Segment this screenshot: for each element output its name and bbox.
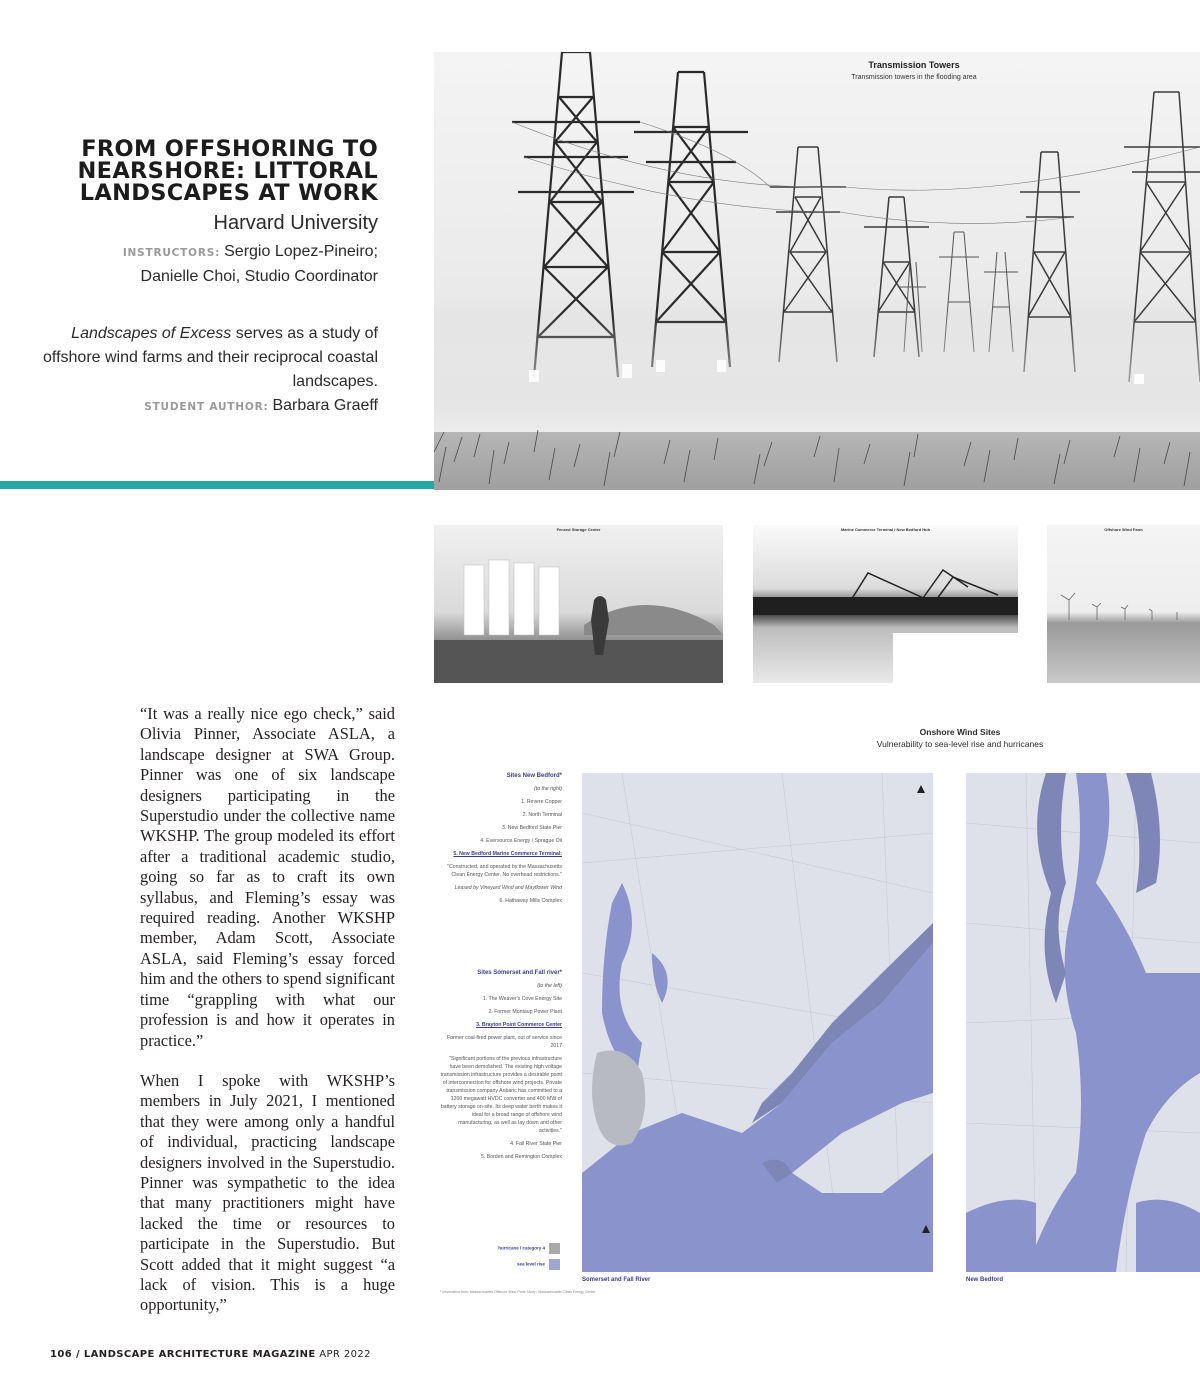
instructors	[40, 240, 378, 289]
image-offshore-wind	[1047, 525, 1200, 683]
legend-sea-level	[470, 1259, 560, 1270]
thumb-title-2: Marine Commerce Terminal / New Bedford Hub	[840, 527, 931, 532]
sf-heading: Sites Somerset and Fall river*	[477, 970, 562, 976]
accent-bar	[0, 481, 436, 489]
swatch-hurricane	[549, 1243, 560, 1254]
map-somerset-fall-river	[582, 773, 933, 1272]
footer-issue: APR 2022	[319, 1349, 371, 1360]
map-caption-somerset: Somerset and Fall River	[582, 1277, 651, 1283]
blurb-project-name: Landscapes of Excess	[71, 325, 232, 342]
student-name: Barbara Graeff	[272, 397, 378, 414]
instructors-line-1: Sergio Lopez-Pineiro;	[224, 243, 378, 260]
nb-item-5: 5. New Bedford Marine Commerce Terminal:	[453, 851, 562, 857]
article-body	[140, 704, 395, 1336]
transmission-towers-illustration	[434, 52, 1200, 490]
legend-sea-label: sea level rise	[516, 1261, 545, 1267]
legend-hurricane	[470, 1243, 560, 1254]
instructors-label: INSTRUCTORS:	[122, 247, 221, 259]
storage-center-illustration	[434, 525, 723, 683]
figure-credit: * Information from: Massachusetts Offshore Wind Ports Study / Massachusetts Clean Energy Center	[440, 1290, 596, 1294]
wind-turbines-illustration	[1047, 525, 1200, 683]
footer-page-magazine: 106 / LANDSCAPE ARCHITECTURE MAGAZINE	[50, 1349, 316, 1360]
thumb-title-1: Fenced Storage Center	[556, 527, 601, 532]
student-author	[40, 394, 378, 419]
body-paragraph-2: When I spoke with WKSHP’s members in July 2021, I mentioned that they were among only a handful of individual, practicing landscape designers involved in the Superstudio. Pinner was sympathetic to the idea that many practitioners might have lacked the time or resources to participate in the Superstudio. But Scott added that it might suggest “a lack of vision. This is a huge opportunity,”	[140, 1070, 395, 1315]
hero-title: Transmission Towers	[868, 60, 960, 70]
map-new-bedford-illustration	[966, 773, 1200, 1272]
swatch-sea-level	[549, 1259, 560, 1270]
sf-item-4: 4. Fall River State Pier	[510, 1141, 562, 1147]
title-line-3: LANDSCAPES AT WORK	[79, 180, 378, 206]
map-caption-new-bedford: New Bedford	[966, 1277, 1004, 1283]
project-blurb	[40, 322, 378, 394]
sf-item-5: 5. Borden and Remington Complex	[480, 1154, 562, 1160]
nb-note: "Constructed, and operated by the Massachusetts Clean Energy Center. No overhead restrictions."	[447, 864, 562, 878]
blurb-text: serves as a study of offshore wind farms and their reciprocal coastal landscapes.	[43, 325, 378, 390]
body-paragraph-1: “It was a really nice ego check,” said Olivia Pinner, Associate ASLA, a landscape designer at SWA Group. Pinner was one of six landscape designers participating in the Superstudio under the collective name WKSHP. The group modeled its effort after a traditional academic studio, going so far as to craft its own syllabus, and Fleming’s essay was required reading. Another WKSHP member, Adam Scott, Associate ASLA, said Fleming’s essay forced him and the others to spend significant time “grappling with what our profession is and how it operates in practice.”	[140, 704, 395, 1050]
article-title	[40, 138, 378, 204]
map-somerset-illustration	[582, 773, 933, 1272]
nb-item-3: 3. New Bedford State Pier	[502, 825, 562, 831]
sf-note: "Significant portions of the previous infrastructure have been demolished. The existing high voltage transmission infrastructure provides a desirable point of interconnection for offshore wind projects. Private transmission company Anbaric has committed to a 1200 megawatt HVDC converter and 400 MW of battery storage on-site. Its deep water berth makes it ideal for a broad range of offshore wind manufacturing, as well as lay down and other activities."	[440, 1056, 562, 1134]
page-footer	[50, 1349, 371, 1360]
student-label: STUDENT AUTHOR:	[144, 401, 269, 413]
nb-lease: Leased by Vineyard Wind and Mayflower Wind	[454, 885, 562, 891]
figure-title: Onshore Wind Sites	[919, 727, 1001, 737]
map-legend-text	[438, 772, 562, 1166]
nb-item-2: 2. North Terminal	[522, 812, 562, 818]
hero-image-transmission-towers	[434, 52, 1200, 490]
nb-heading: Sites New Bedford*	[506, 773, 562, 779]
map-new-bedford	[966, 773, 1200, 1272]
marine-terminal-illustration	[753, 525, 1018, 683]
title-line-2: NEARSHORE: LITTORAL	[77, 158, 378, 184]
sf-direction: (to the left)	[537, 983, 562, 989]
sf-item-3: 3. Brayton Point Commerce Center	[476, 1022, 562, 1028]
image-marine-terminal	[753, 525, 1018, 683]
sf-former: Former coal-fired power plant, out of service since 2017	[446, 1035, 562, 1049]
sf-item-1: 1. The Weaver's Cove Energy Site	[482, 996, 562, 1002]
sf-item-2: 2. Former Montaup Power Plant	[488, 1009, 562, 1015]
title-line-1: FROM OFFSHORING TO	[81, 136, 378, 162]
nb-item-1: 1. Revere Copper	[521, 799, 562, 805]
legend-hurricane-label: hurricane / category 4	[498, 1245, 545, 1251]
nb-direction: (to the right)	[534, 786, 562, 792]
nb-item-6: 6. Hathaway Mills Complex	[499, 898, 562, 904]
school-name: Harvard University	[213, 212, 378, 234]
thumb-title-3: Offshore Wind Farm	[1104, 527, 1143, 532]
image-storage-center	[434, 525, 723, 683]
hero-subtitle: Transmission towers in the flooding area	[851, 74, 977, 81]
nb-item-4: 4. Eversource Energy / Sprague Oil	[480, 838, 562, 844]
instructors-line-2: Danielle Choi, Studio Coordinator	[140, 268, 378, 285]
figure-subtitle: Vulnerability to sea-level rise and hurricanes	[876, 739, 1044, 749]
